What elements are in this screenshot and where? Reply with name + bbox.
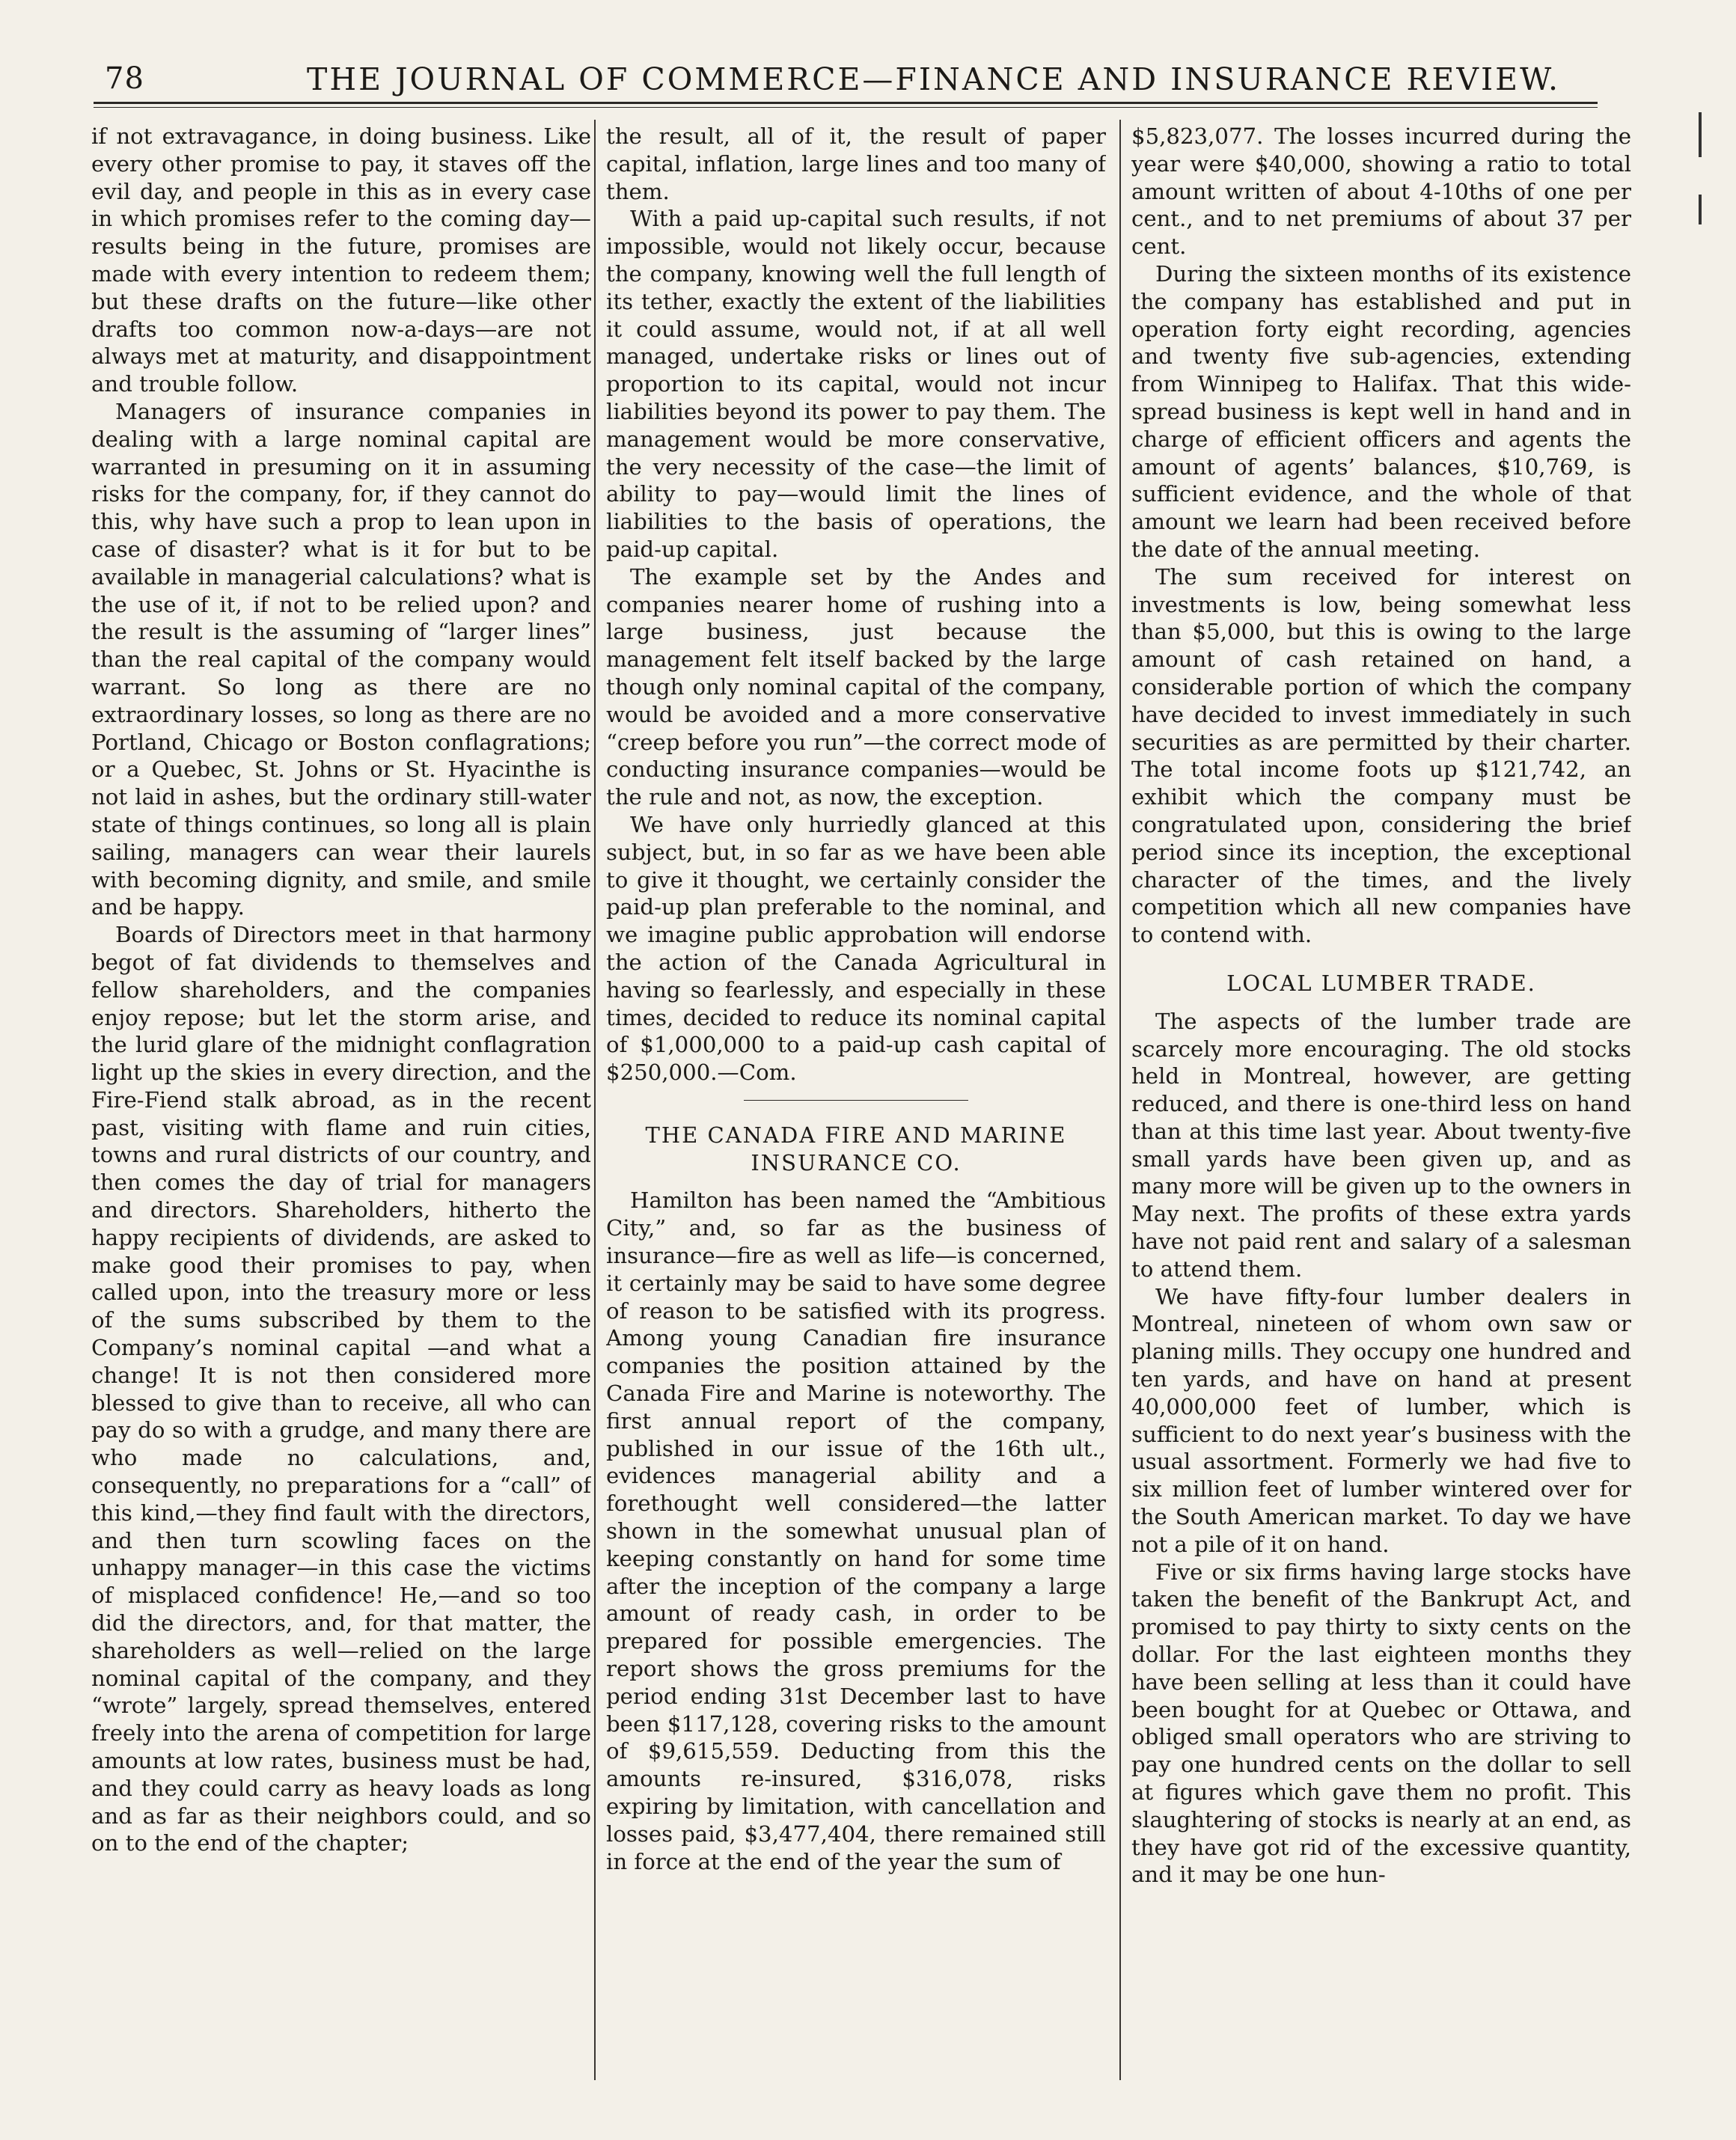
header-rule-thin	[94, 107, 1598, 108]
paragraph: the result, all of it, the result of paper capital, inflation, large lines and too many of them.	[606, 123, 1106, 204]
column-3	[1131, 123, 1631, 2068]
section-heading-lumber: LOCAL LUMBER TRADE.	[1226, 970, 1536, 996]
column-1	[91, 123, 591, 2068]
paragraph: The sum received for interest on investments is low, being somewhat less than $5,000, but this is owing to the large amount of cash retained on hand, a considerable portion of which the company have decided to invest immediately in such securities as are permitted by their charter. The total income foots up $121,742, an exhibit which the company must be congratulated upon, considering the brief period since its inception, the exceptional character of the times, and the lively competition which all new companies have to contend with.	[1131, 563, 1631, 948]
paragraph: The example set by the Andes and companies nearer home of rushing into a large business, just because the management felt itself backed by the large though only nominal capital of the company, would be avoided and a more conservative “creep before you run”—the correct mode of conducting insurance companies—would be the rule and not, as now, the exception.	[606, 563, 1106, 810]
paragraph: During the sixteen months of its existence the company has established and put in operation forty eight recording, agencies and twenty five sub-agencies, extending from Winnipeg to Halifax. That this wide-spread business is kept well in hand and in charge of efficient officers and agents the amount of agents’ balances, $10,769, is sufficient evidence, and the whole of that amount we learn had been received before the date of the annual meeting.	[1131, 260, 1631, 562]
column-2	[606, 123, 1106, 2068]
paragraph: We have fifty-four lumber dealers in Montreal, nineteen of whom own saw or planing mills. They occupy one hundred and ten yards, and have on hand at present 40,000,000 feet of lumber, which is sufficient to do next year’s business with the usual assortment. Formerly we had five to six million feet of lumber wintered over for the South American market. To day we have not a pile of it on hand.	[1131, 1283, 1631, 1557]
paragraph: Five or six firms having large stocks have taken the benefit of the Bankrupt Act, and promised to pay thirty to sixty cents on the dollar. For the last eighteen months they have been selling at less than it could have been bought for at Quebec or Ottawa, and obliged small operators who are striving to pay one hundred cents on the dollar to sell at figures which gave them no profit. This slaughtering of stocks is nearly at an end, as they have got rid of the excessive quantity, and it may be one hun-	[1131, 1559, 1631, 1888]
margin-mark	[1699, 195, 1702, 224]
paragraph: With a paid up-capital such results, if not impossible, would not likely occur, because the company, knowing well the full length of its tether, exactly the extent of the liabilities it could assume, would not, if at all well managed, undertake risks or lines out of proportion to its capital, would not incur liabilities beyond its power to pay them. The management would be more conservative, the very necessity of the case—the limit of ability to pay—would limit the lines of liabilities to the basis of operations, the paid-up capital.	[606, 206, 1106, 562]
margin-mark	[1699, 112, 1702, 157]
paragraph: Boards of Directors meet in that harmony begot of fat dividends to themselves and fellow shareholders, and the companies enjoy repose; but let the storm arise, and the lurid glare of the midnight conflagration light up the skies in every direction, and the Fire-Fiend stalk abroad, as in the recent past, visiting with flame and ruin cities, towns and rural districts of our country, and then comes the day of trial for managers and directors. Shareholders, hitherto the happy recipients of dividends, are asked to make good their promises to pay, when called upon, into the treasury more or less of the sums subscribed by them to the Company’s nominal capital —and what a change! It is not then considered more blessed to give than to receive, all who can pay do so with a grudge, and many there are who made no calculations, and, consequently, no preparations for a “call” of this kind,—they find fault with the directors, and then turn scowling faces on the unhappy manager—in this case the victims of misplaced confidence! He,—and so too did the directors, and, for that matter, the shareholders as well—relied on the large nominal capital of the company, and they “wrote” largely, spread themselves, entered freely into the arena of competition for large amounts at low rates, business must be had, and they could carry as heavy loads as long and as far as their neighbors could, and so on to the end of the chapter;	[91, 922, 591, 1856]
paragraph: if not extravagance, in doing business. Like every other promise to pay, it staves off the evil day, and people in this as in every case in which promises refer to the coming day—results being in the future, promises are made with every intention to redeem them; but these drafts on the future—like other drafts too common now-a-days—are not always met at maturity, and disappointment and trouble follow.	[91, 123, 591, 397]
section-heading-canada-fire: THE CANADA FIRE AND MARINE INSURANCE CO.	[645, 1122, 1067, 1176]
paragraph: We have only hurriedly glanced at this subject, but, in so far as we have been able to give it thought, we certainly consider the paid-up plan preferable to the nominal, and we imagine public approbation will endorse the action of the Canada Agricultural in having so fearlessly, and especially in these times, decided to reduce its nominal capital of $1,000,000 to a paid-up cash capital of $250,000.—Com.	[606, 811, 1106, 1086]
paragraph: Hamilton has been named the “Ambitious City,” and, so far as the business of insurance—fire as well as life—is concerned, it certainly may be said to have some degree of reason to be satisfied with its progress. Among young Canadian fire insurance companies the position attained by the Canada Fire and Marine is noteworthy. The first annual report of the company, published in our issue of the 16th ult., evidences managerial ability and a forethought well considered—the latter shown in the somewhat unusual plan of keeping constantly on hand for some time after the inception of the company a large amount of ready cash, in order to be prepared for possible emergencies. The report shows the gross premiums for the period ending 31st December last to have been $117,128, covering risks to the amount of $9,615,559. Deducting from this the amounts re-insured, $316,078, risks expiring by limitation, with cancellation and losses paid, $3,477,404, there remained still in force at the end of the year the sum of	[606, 1187, 1106, 1874]
header-rule-thick	[94, 102, 1598, 104]
paragraph: The aspects of the lumber trade are scarcely more encouraging. The old stocks held in Montreal, however, are getting reduced, and there is one-third less on hand than at this time last year. About twenty-five small yards have been given up, and as many more will be given up to the owners in May next. The profits of these extra yards have not paid rent and salary of a salesman to attend them.	[1131, 1008, 1631, 1282]
page-header	[105, 61, 1609, 106]
journal-title: THE JOURNAL OF COMMERCE—FINANCE AND INSURANCE REVIEW.	[307, 61, 1561, 97]
column-divider-2	[1119, 120, 1121, 2080]
paragraph: $5,823,077. The losses incurred during the year were $40,000, showing a ratio to total amount written of about 4-10ths of one per cent., and to net premiums of about 37 per cent.	[1131, 123, 1631, 260]
page-number: 78	[105, 61, 144, 96]
paragraph: Managers of insurance companies in dealing with a large nominal capital are warranted in presuming on it in assuming risks for the company, for, if they cannot do this, why have such a prop to lean upon in case of disaster? what is it for but to be available in managerial calculations? what is the use of it, if not to be relied upon? and the result is the assuming of “larger lines” than the real capital of the company would warrant. So long as there are no extraordinary losses, so long as there are no Portland, Chicago or Boston conflagrations; or a Quebec, St. Johns or St. Hyacinthe is not laid in ashes, but the ordinary still-water state of things continues, so long all is plain sailing, managers can wear their laurels with becoming dignity, and smile, and smile and be happy.	[91, 398, 591, 920]
column-divider-1	[594, 120, 596, 2080]
section-rule	[744, 1100, 968, 1101]
